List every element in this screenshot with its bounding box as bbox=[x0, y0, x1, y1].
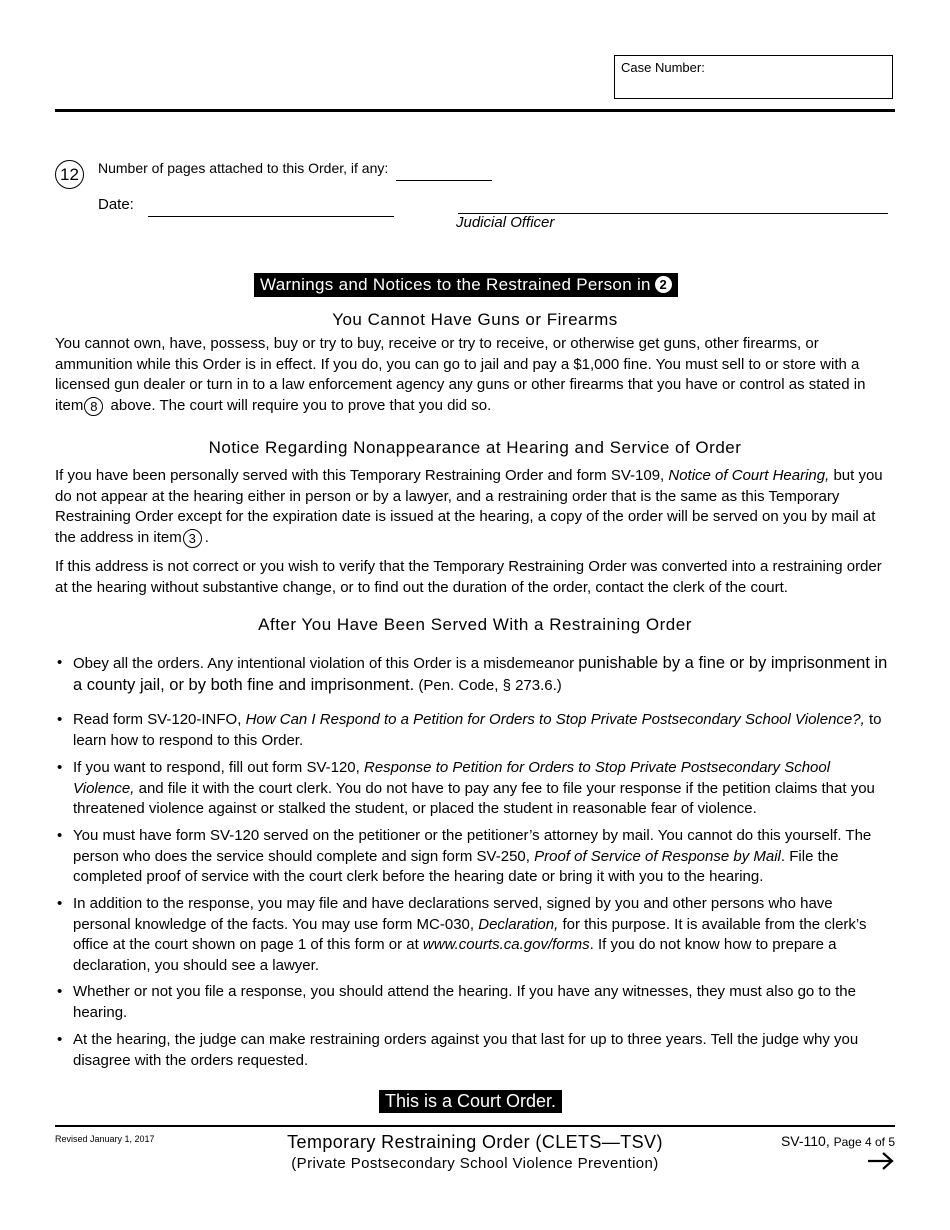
notice-of-court-hearing-title: Notice of Court Hearing, bbox=[668, 467, 830, 484]
list-item bbox=[57, 1030, 893, 1071]
header-divider bbox=[55, 109, 895, 112]
bullet-6-text: Whether or not you file a response, you should attend the hearing. If you have any witnesses, they must also go to the hearing. bbox=[73, 983, 856, 1021]
nonappearance-text-3: . bbox=[204, 529, 209, 547]
sv-120-title: Response to Petition for Orders to Stop Private Postsecondary School Violence, bbox=[73, 759, 831, 797]
bullet-1-penalty: punishable by a fine or by imprisonment in a county jail, or by both fine and imprisonment. bbox=[73, 654, 888, 694]
after-served-heading: After You Have Been Served With a Restraining Order bbox=[258, 615, 692, 634]
judicial-officer-label: Judicial Officer bbox=[456, 214, 555, 231]
bullet-5-text-mid: for this purpose. It is available from the clerk’s office at the court shown on page 1 of this form or at bbox=[73, 915, 867, 954]
bullet-4-text: You must have form SV-120 served on the petitioner or the petitioner’s attorney by mail. You cannot do this yourself. The person who does the service should complete and sign form SV-250, bbox=[73, 827, 872, 865]
bullet-1-citation: (Pen. Code, § 273.6.) bbox=[414, 676, 562, 694]
footer-divider bbox=[55, 1125, 895, 1127]
date-field[interactable] bbox=[148, 198, 394, 217]
case-number-label: Case Number: bbox=[621, 60, 705, 75]
guns-heading: You Cannot Have Guns or Firearms bbox=[332, 310, 618, 329]
nonappearance-text-2: but you do not appear at the hearing either in person or by a lawyer, and a restraining order that is the same as this Temporary Restraining Order except for the expiration date is issued at the hearing, a copy of the order will be served on you by mail at the address in item bbox=[55, 467, 883, 547]
date-label: Date: bbox=[98, 196, 134, 213]
bullet-7-text: At the hearing, the judge can make restraining orders against you that last for up to three years. Tell the judge why you disagree with the orders requested. bbox=[73, 1031, 859, 1069]
list-item bbox=[57, 982, 893, 1023]
bullet-icon: • bbox=[57, 895, 63, 912]
warnings-banner bbox=[254, 273, 678, 297]
case-number-field[interactable] bbox=[614, 55, 893, 99]
nonappearance-text-1: If you have been personally served with this Temporary Restraining Order and form SV-109, bbox=[55, 467, 669, 484]
list-item bbox=[57, 758, 893, 820]
nonappearance-paragraph-2: If this address is not correct or you wish to verify that the Temporary Restraining Order was converted into a restraining order at the hearing without substantive change, or to find out the duration of the order, contact the clerk of the court. bbox=[55, 558, 882, 596]
list-item bbox=[57, 653, 893, 696]
bullet-2-text-end: to learn how to respond to this Order. bbox=[73, 711, 882, 749]
list-item bbox=[57, 894, 893, 977]
form-id bbox=[740, 1133, 895, 1149]
judicial-officer-signature-line[interactable] bbox=[458, 196, 888, 214]
sv-120-info-title: How Can I Respond to a Petition for Orders to Stop Private Postsecondary School Violence?, bbox=[245, 711, 865, 728]
sv-250-title: Proof of Service of Response by Mail bbox=[534, 847, 781, 865]
bullet-icon: • bbox=[57, 759, 63, 776]
bullet-1-text: Obey all the orders. Any intentional violation of this Order is a misdemeanor bbox=[73, 655, 579, 672]
page-number: Page 4 of 5 bbox=[833, 1135, 895, 1149]
bullet-icon: • bbox=[57, 983, 63, 1000]
bullet-2-text: Read form SV-120-INFO, bbox=[73, 711, 246, 728]
mc-030-title: Declaration, bbox=[478, 915, 559, 933]
pages-attached-label: Number of pages attached to this Order, if any: bbox=[98, 160, 389, 176]
courts-forms-link[interactable]: www.courts.ca.gov/forms bbox=[422, 936, 590, 954]
nonappearance-paragraph-1 bbox=[55, 466, 895, 549]
bullet-icon: • bbox=[57, 827, 63, 844]
warnings-banner-text: Warnings and Notices to the Restrained Person in bbox=[260, 275, 651, 294]
item-3-reference: 3 bbox=[183, 529, 202, 548]
bullet-icon: • bbox=[57, 1031, 63, 1048]
item-12-number: 12 bbox=[55, 160, 84, 189]
bullet-icon: • bbox=[57, 711, 63, 728]
arrow-right-icon[interactable] bbox=[866, 1149, 896, 1173]
guns-paragraph bbox=[55, 334, 895, 417]
bullet-icon: • bbox=[57, 654, 63, 671]
form-title: Temporary Restraining Order (CLETS—TSV) bbox=[287, 1132, 663, 1152]
court-order-banner: This is a Court Order. bbox=[379, 1090, 562, 1113]
nonappearance-heading: Notice Regarding Nonappearance at Hearing and Service of Order bbox=[208, 438, 742, 457]
pages-attached-field[interactable] bbox=[396, 162, 492, 181]
guns-text-2: above. The court will require you to prove that you did so. bbox=[106, 397, 492, 415]
bullet-5-text: In addition to the response, you may file and have declarations served, signed by you and other persons who have personal knowledge of the facts. You may use form MC-030, bbox=[73, 895, 833, 933]
bullet-4-text-end: . File the completed proof of service with the court clerk before the hearing date or bring it with you to the hearing. bbox=[73, 847, 839, 886]
list-item bbox=[57, 710, 893, 751]
list-item bbox=[57, 826, 893, 888]
item-2-badge: 2 bbox=[655, 276, 672, 293]
item-8-reference: 8 bbox=[84, 397, 103, 416]
bullet-3-text-end: and file it with the court clerk. You do not have to pay any fee to file your response if the petition claims that you threatened violence against or stalked the student, or placed the student in reasonable fear of violence. bbox=[73, 779, 875, 818]
revised-date: Revised January 1, 2017 bbox=[55, 1134, 155, 1144]
guns-text-1: You cannot own, have, possess, buy or try to buy, receive or try to receive, or otherwise get guns, other firearms, or ammunition while this Order is in effect. If you do, you can go to jail and pay a $1,000 fine. You must sell to or store with a licensed gun dealer or turn in to a law enforcement agency any guns or other firearms that you have or control as stated in item bbox=[55, 335, 866, 415]
form-subtitle: (Private Postsecondary School Violence Prevention) bbox=[291, 1155, 659, 1172]
bullet-3-text: If you want to respond, fill out form SV-120, bbox=[73, 759, 364, 776]
form-number: SV-110, bbox=[780, 1133, 830, 1149]
bullet-5-text-end: . If you do not know how to prepare a declaration, you should see a lawyer. bbox=[73, 936, 837, 975]
